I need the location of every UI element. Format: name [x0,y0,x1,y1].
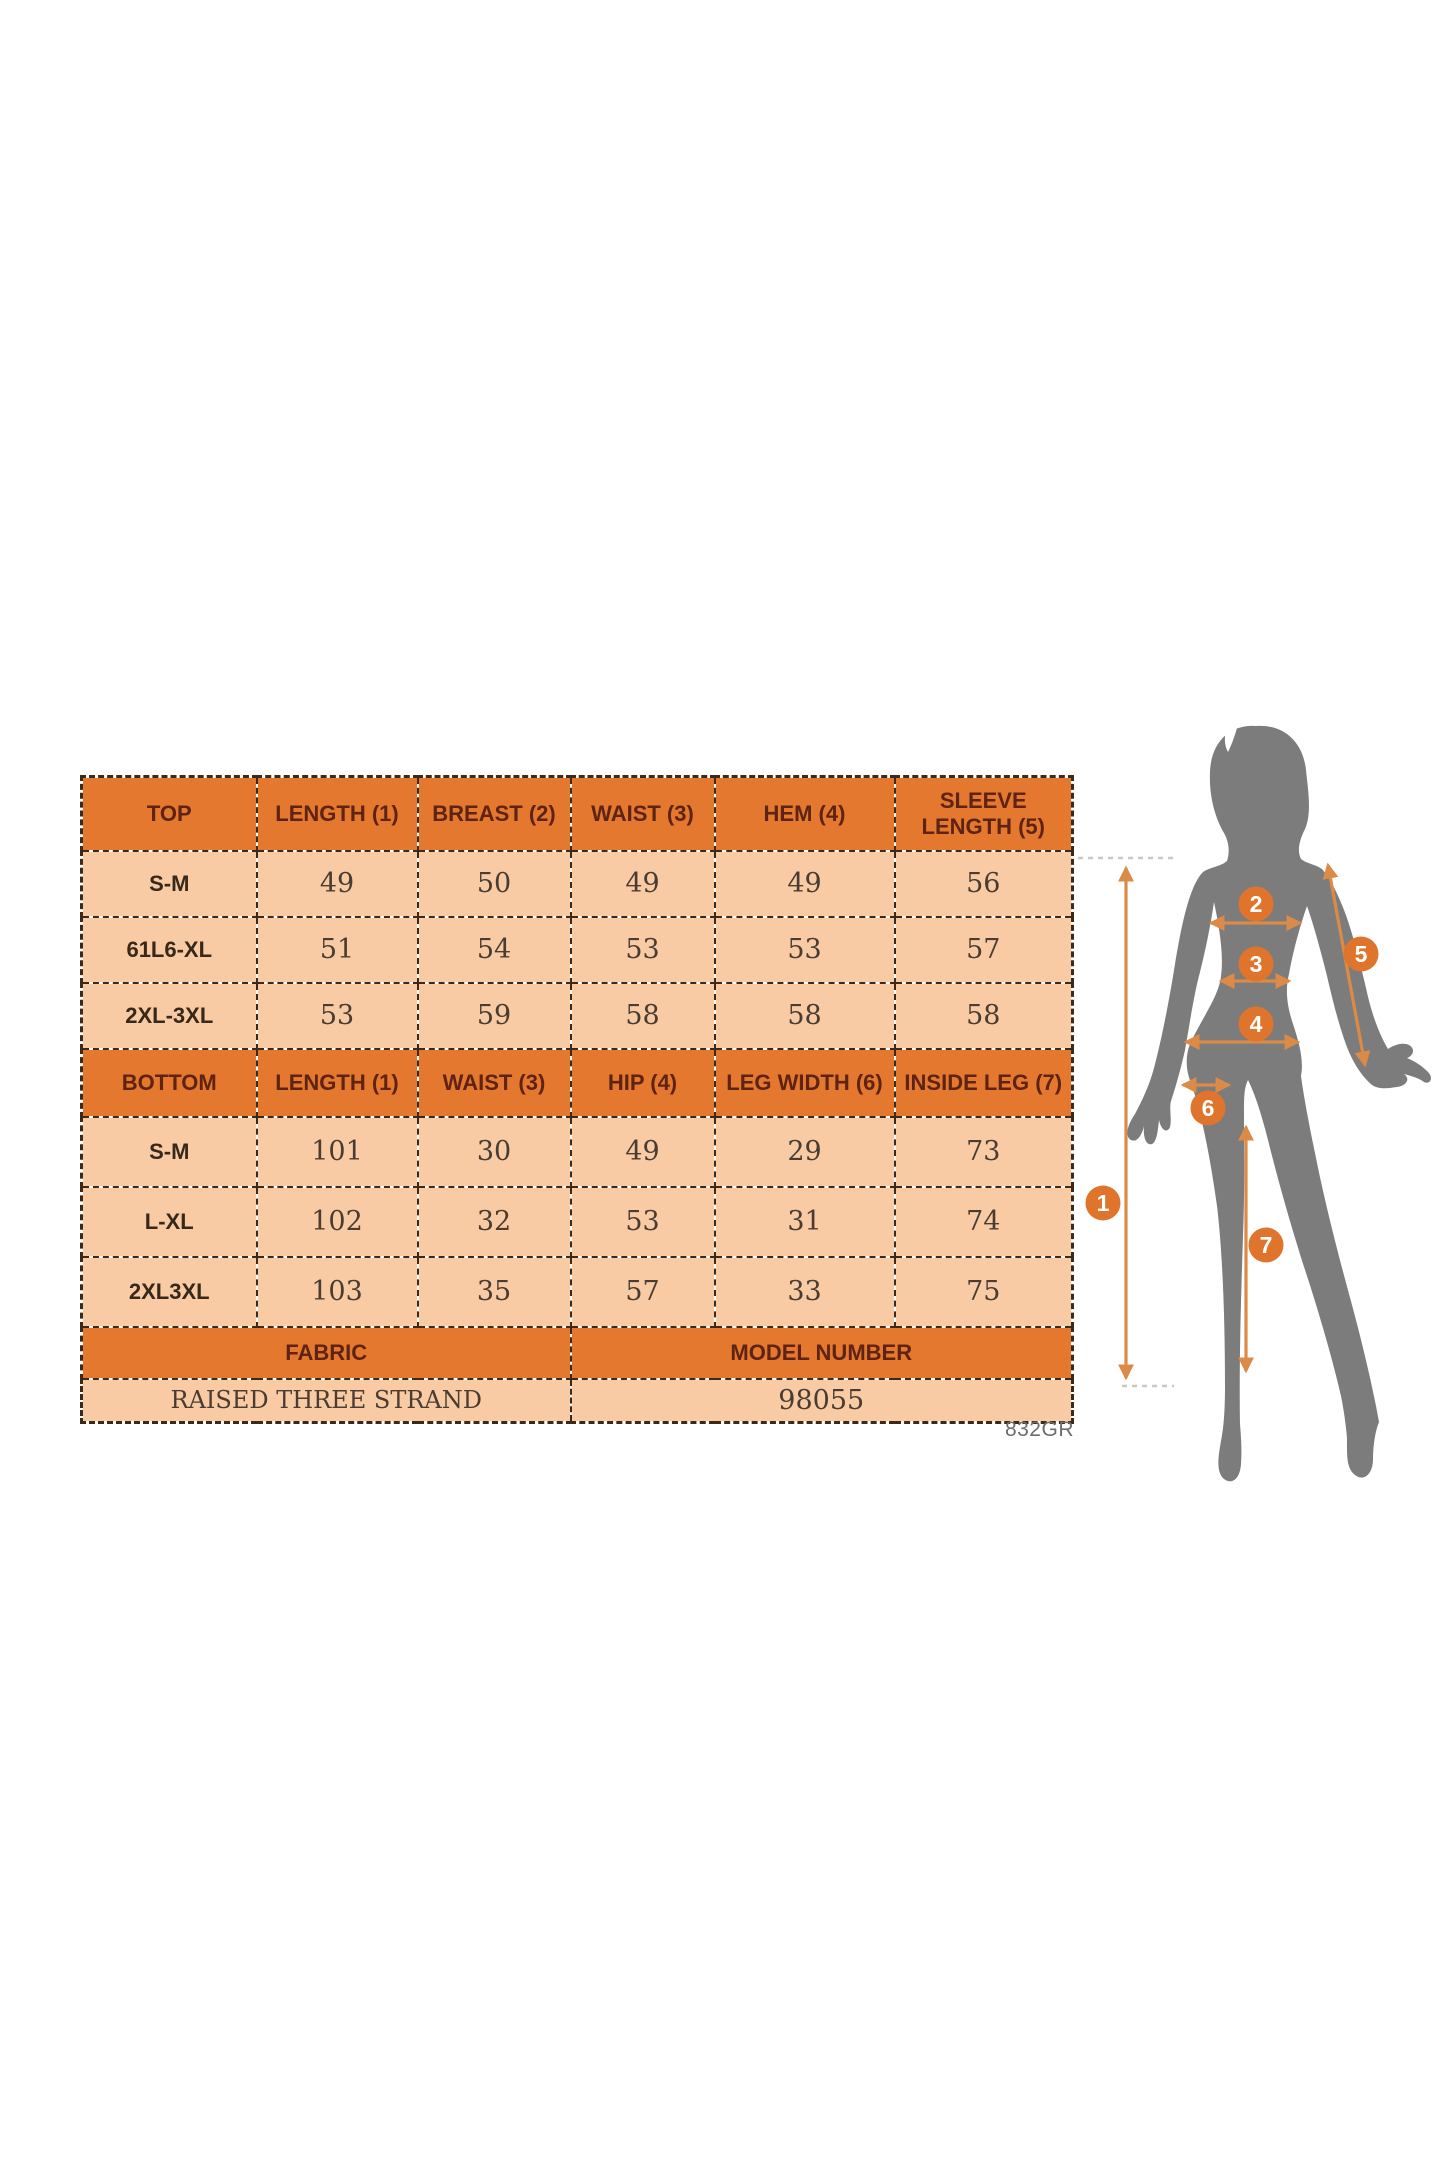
size-value: 32 [418,1187,571,1257]
model-number-header: MODEL NUMBER [571,1327,1073,1379]
size-value: 74 [895,1187,1073,1257]
fabric-value: RAISED THREE STRAND [82,1379,571,1423]
row-label: 2XL-3XL [82,983,257,1049]
col-header-hip: HIP (4) [571,1049,715,1117]
table-row [82,917,1073,983]
size-value: 35 [418,1257,571,1327]
size-value: 58 [715,983,895,1049]
size-value: 50 [418,851,571,917]
col-header-hem: HEM (4) [715,777,895,851]
table-row [82,851,1073,917]
female-silhouette [1127,726,1431,1481]
size-value: 53 [571,1187,715,1257]
size-value: 49 [257,851,418,917]
size-value: 54 [418,917,571,983]
col-header-waist: WAIST (3) [571,777,715,851]
footer-header-row [82,1327,1073,1379]
size-value: 73 [895,1117,1073,1187]
size-value: 49 [571,851,715,917]
size-chart-table [80,775,1074,1424]
marker-1 [1086,1186,1121,1221]
size-value: 75 [895,1257,1073,1327]
col-header-length: LENGTH (1) [257,1049,418,1117]
table-row [82,1187,1073,1257]
row-label: S-M [82,851,257,917]
marker-6 [1191,1091,1226,1126]
row-label: 61L6-XL [82,917,257,983]
col-header-length: LENGTH (1) [257,777,418,851]
col-header-top: TOP [82,777,257,851]
col-header-leg-width: LEG WIDTH (6) [715,1049,895,1117]
size-value: 53 [715,917,895,983]
size-value: 53 [257,983,418,1049]
svg-text:7: 7 [1259,1232,1273,1258]
size-value: 58 [571,983,715,1049]
row-label: 2XL3XL [82,1257,257,1327]
size-value: 49 [571,1117,715,1187]
size-value: 57 [571,1257,715,1327]
svg-text:5: 5 [1354,941,1368,967]
size-value: 51 [257,917,418,983]
measurement-figure [1078,716,1440,1500]
size-value: 57 [895,917,1073,983]
table-row [82,1257,1073,1327]
marker-4 [1239,1007,1274,1042]
size-value: 56 [895,851,1073,917]
bottom-header-row [82,1049,1073,1117]
size-value: 53 [571,917,715,983]
svg-text:4: 4 [1249,1011,1263,1037]
row-label: L-XL [82,1187,257,1257]
col-header-breast: BREAST (2) [418,777,571,851]
size-value: 33 [715,1257,895,1327]
marker-7 [1249,1228,1284,1263]
col-header-sleeve-length: SLEEVE LENGTH (5) [895,777,1073,851]
svg-text:6: 6 [1201,1095,1215,1121]
style-code: 832GR [1004,1418,1074,1441]
size-value: 59 [418,983,571,1049]
svg-text:3: 3 [1249,951,1263,977]
size-value: 103 [257,1257,418,1327]
size-value: 49 [715,851,895,917]
footer-value-row [82,1379,1073,1423]
size-value: 58 [895,983,1073,1049]
fabric-header: FABRIC [82,1327,571,1379]
marker-2 [1239,887,1274,922]
size-value: 30 [418,1117,571,1187]
marker-3 [1239,947,1274,982]
table-row [82,1117,1073,1187]
col-header-bottom: BOTTOM [82,1049,257,1117]
size-value: 101 [257,1117,418,1187]
svg-text:2: 2 [1249,891,1263,917]
marker-5 [1344,937,1379,972]
row-label: S-M [82,1117,257,1187]
col-header-waist: WAIST (3) [418,1049,571,1117]
top-header-row [82,777,1073,851]
table-row [82,983,1073,1049]
col-header-inside-leg: INSIDE LEG (7) [895,1049,1073,1117]
size-value: 29 [715,1117,895,1187]
model-number-value: 98055 [571,1379,1073,1423]
size-value: 31 [715,1187,895,1257]
size-value: 102 [257,1187,418,1257]
svg-text:1: 1 [1096,1190,1110,1216]
